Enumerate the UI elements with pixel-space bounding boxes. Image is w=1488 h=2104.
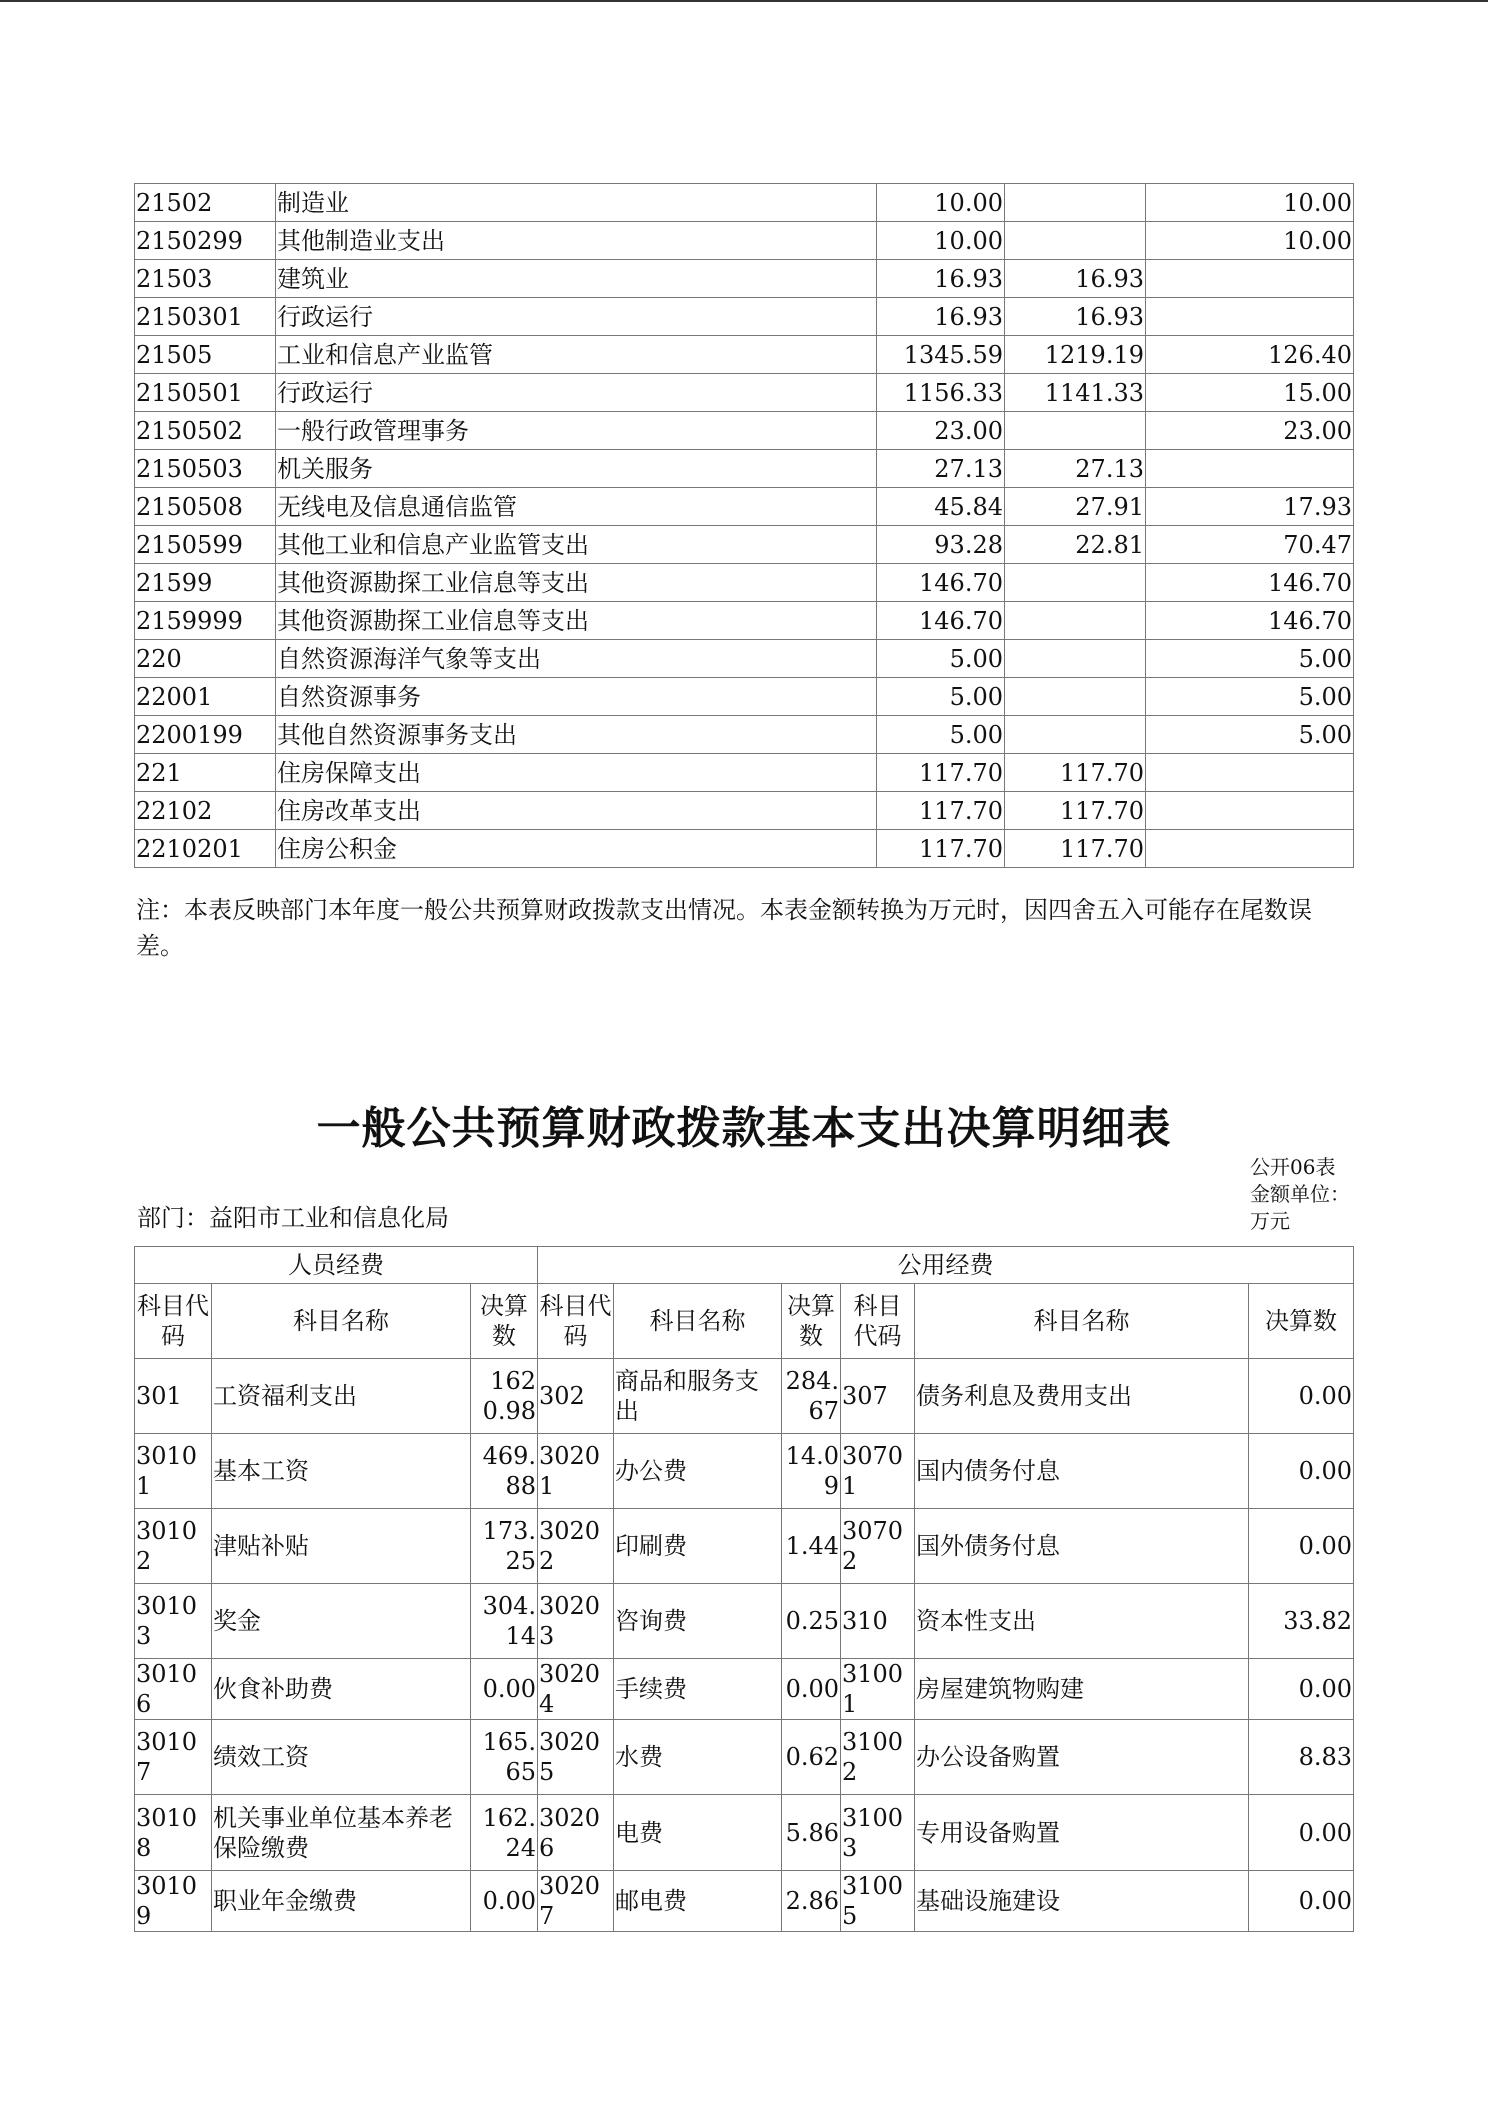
code-cell: 30207 bbox=[538, 1871, 614, 1932]
amount-cell: 0.00 bbox=[1249, 1434, 1354, 1509]
code-cell: 2159999 bbox=[135, 602, 276, 640]
amount-cell: 1620.98 bbox=[471, 1359, 538, 1434]
name-cell: 商品和服务支出 bbox=[614, 1359, 782, 1434]
table-row bbox=[135, 374, 1354, 412]
table-row bbox=[135, 1584, 1354, 1659]
amount-cell: 5.86 bbox=[782, 1795, 841, 1871]
column-header: 科目代码 bbox=[135, 1284, 212, 1359]
column-header: 决算数 bbox=[1249, 1284, 1354, 1359]
code-cell: 301 bbox=[135, 1359, 212, 1434]
table-row bbox=[135, 792, 1354, 830]
code-cell: 21599 bbox=[135, 564, 276, 602]
name-cell: 伙食补助费 bbox=[212, 1659, 471, 1720]
project-cell: 126.40 bbox=[1146, 336, 1354, 374]
name-cell: 其他工业和信息产业监管支出 bbox=[276, 526, 877, 564]
code-cell: 30107 bbox=[135, 1720, 212, 1795]
code-cell: 2150503 bbox=[135, 450, 276, 488]
column-header: 科目代码 bbox=[538, 1284, 614, 1359]
basic-cell bbox=[1005, 678, 1146, 716]
table-row bbox=[135, 260, 1354, 298]
code-cell: 31001 bbox=[841, 1659, 915, 1720]
basic-cell: 117.70 bbox=[1005, 830, 1146, 868]
name-cell: 债务利息及费用支出 bbox=[915, 1359, 1249, 1434]
total-cell: 117.70 bbox=[877, 754, 1005, 792]
basic-cell: 16.93 bbox=[1005, 298, 1146, 336]
amount-cell: 1.44 bbox=[782, 1509, 841, 1584]
amount-cell: 8.83 bbox=[1249, 1720, 1354, 1795]
amount-cell: 304.14 bbox=[471, 1584, 538, 1659]
code-cell: 221 bbox=[135, 754, 276, 792]
amount-unit: 金额单位：万元 bbox=[1250, 1182, 1350, 1233]
column-header-row bbox=[135, 1284, 1354, 1359]
code-cell: 30202 bbox=[538, 1509, 614, 1584]
column-header: 科目名称 bbox=[614, 1284, 782, 1359]
total-cell: 117.70 bbox=[877, 830, 1005, 868]
table-row bbox=[135, 716, 1354, 754]
group-header-personnel: 人员经费 bbox=[135, 1247, 538, 1284]
code-cell: 30206 bbox=[538, 1795, 614, 1871]
amount-cell: 2.86 bbox=[782, 1871, 841, 1932]
name-cell: 邮电费 bbox=[614, 1871, 782, 1932]
column-header: 科目名称 bbox=[915, 1284, 1249, 1359]
code-cell: 21502 bbox=[135, 184, 276, 222]
table-row bbox=[135, 1795, 1354, 1871]
code-cell: 30106 bbox=[135, 1659, 212, 1720]
name-cell: 印刷费 bbox=[614, 1509, 782, 1584]
basic-cell bbox=[1005, 222, 1146, 260]
name-cell: 其他制造业支出 bbox=[276, 222, 877, 260]
column-header: 科目代码 bbox=[841, 1284, 915, 1359]
table-row bbox=[135, 184, 1354, 222]
total-cell: 1156.33 bbox=[877, 374, 1005, 412]
code-cell: 310 bbox=[841, 1584, 915, 1659]
code-cell: 31005 bbox=[841, 1871, 915, 1932]
code-cell: 21505 bbox=[135, 336, 276, 374]
project-cell bbox=[1146, 792, 1354, 830]
total-cell: 23.00 bbox=[877, 412, 1005, 450]
table-row bbox=[135, 450, 1354, 488]
name-cell: 水费 bbox=[614, 1720, 782, 1795]
code-cell: 2210201 bbox=[135, 830, 276, 868]
amount-cell: 0.62 bbox=[782, 1720, 841, 1795]
code-cell: 22102 bbox=[135, 792, 276, 830]
table-row bbox=[135, 412, 1354, 450]
table-row bbox=[135, 678, 1354, 716]
basic-cell bbox=[1005, 564, 1146, 602]
name-cell: 津贴补贴 bbox=[212, 1509, 471, 1584]
name-cell: 其他资源勘探工业信息等支出 bbox=[276, 602, 877, 640]
amount-cell: 0.00 bbox=[471, 1871, 538, 1932]
amount-cell: 284.67 bbox=[782, 1359, 841, 1434]
project-cell bbox=[1146, 298, 1354, 336]
basic-cell bbox=[1005, 412, 1146, 450]
basic-cell: 117.70 bbox=[1005, 792, 1146, 830]
project-cell: 5.00 bbox=[1146, 716, 1354, 754]
table-row bbox=[135, 526, 1354, 564]
name-cell: 机关事业单位基本养老保险缴费 bbox=[212, 1795, 471, 1871]
name-cell: 办公费 bbox=[614, 1434, 782, 1509]
name-cell: 咨询费 bbox=[614, 1584, 782, 1659]
table-note: 注：本表反映部门本年度一般公共预算财政拨款支出情况。本表金额转换为万元时，因四舍五入可能存在尾数误差。 bbox=[136, 896, 1312, 960]
code-cell: 30203 bbox=[538, 1584, 614, 1659]
basic-cell: 1141.33 bbox=[1005, 374, 1146, 412]
total-cell: 93.28 bbox=[877, 526, 1005, 564]
total-cell: 27.13 bbox=[877, 450, 1005, 488]
total-cell: 146.70 bbox=[877, 602, 1005, 640]
table-row bbox=[135, 1720, 1354, 1795]
code-cell: 30204 bbox=[538, 1659, 614, 1720]
name-cell: 行政运行 bbox=[276, 374, 877, 412]
code-cell: 2150299 bbox=[135, 222, 276, 260]
total-cell: 146.70 bbox=[877, 564, 1005, 602]
code-cell: 30102 bbox=[135, 1509, 212, 1584]
code-cell: 30201 bbox=[538, 1434, 614, 1509]
name-cell: 其他自然资源事务支出 bbox=[276, 716, 877, 754]
table-number-and-unit bbox=[1250, 1154, 1350, 1235]
total-cell: 5.00 bbox=[877, 640, 1005, 678]
basic-cell bbox=[1005, 640, 1146, 678]
name-cell: 建筑业 bbox=[276, 260, 877, 298]
name-cell: 基本工资 bbox=[212, 1434, 471, 1509]
project-cell: 23.00 bbox=[1146, 412, 1354, 450]
project-cell bbox=[1146, 830, 1354, 868]
amount-cell: 0.00 bbox=[1249, 1795, 1354, 1871]
table-row bbox=[135, 298, 1354, 336]
basic-cell bbox=[1005, 184, 1146, 222]
project-cell: 146.70 bbox=[1146, 564, 1354, 602]
page-title: 一般公共预算财政拨款基本支出决算明细表 bbox=[316, 1103, 1172, 1154]
name-cell: 基础设施建设 bbox=[915, 1871, 1249, 1932]
amount-cell: 0.00 bbox=[471, 1659, 538, 1720]
table-row bbox=[135, 222, 1354, 260]
table-row bbox=[135, 602, 1354, 640]
name-cell: 机关服务 bbox=[276, 450, 877, 488]
code-cell: 30101 bbox=[135, 1434, 212, 1509]
name-cell: 一般行政管理事务 bbox=[276, 412, 877, 450]
amount-cell: 0.25 bbox=[782, 1584, 841, 1659]
basic-cell: 27.91 bbox=[1005, 488, 1146, 526]
name-cell: 自然资源事务 bbox=[276, 678, 877, 716]
name-cell: 奖金 bbox=[212, 1584, 471, 1659]
code-cell: 21503 bbox=[135, 260, 276, 298]
name-cell: 国外债务付息 bbox=[915, 1509, 1249, 1584]
code-cell: 220 bbox=[135, 640, 276, 678]
table-row bbox=[135, 1659, 1354, 1720]
code-cell: 30205 bbox=[538, 1720, 614, 1795]
total-cell: 5.00 bbox=[877, 678, 1005, 716]
project-cell: 17.93 bbox=[1146, 488, 1354, 526]
name-cell: 住房改革支出 bbox=[276, 792, 877, 830]
column-header: 决算数 bbox=[782, 1284, 841, 1359]
project-cell bbox=[1146, 754, 1354, 792]
basic-cell bbox=[1005, 602, 1146, 640]
code-cell: 307 bbox=[841, 1359, 915, 1434]
total-cell: 5.00 bbox=[877, 716, 1005, 754]
project-cell: 10.00 bbox=[1146, 222, 1354, 260]
project-cell: 70.47 bbox=[1146, 526, 1354, 564]
amount-cell: 0.00 bbox=[782, 1659, 841, 1720]
name-cell: 无线电及信息通信监管 bbox=[276, 488, 877, 526]
project-cell: 5.00 bbox=[1146, 678, 1354, 716]
table-row bbox=[135, 488, 1354, 526]
table-row bbox=[135, 1509, 1354, 1584]
basic-cell bbox=[1005, 716, 1146, 754]
code-cell: 302 bbox=[538, 1359, 614, 1434]
name-cell: 绩效工资 bbox=[212, 1720, 471, 1795]
basic-cell: 16.93 bbox=[1005, 260, 1146, 298]
name-cell: 房屋建筑物购建 bbox=[915, 1659, 1249, 1720]
name-cell: 工资福利支出 bbox=[212, 1359, 471, 1434]
name-cell: 电费 bbox=[614, 1795, 782, 1871]
basic-cell: 1219.19 bbox=[1005, 336, 1146, 374]
code-cell: 30109 bbox=[135, 1871, 212, 1932]
amount-cell: 0.00 bbox=[1249, 1659, 1354, 1720]
amount-cell: 33.82 bbox=[1249, 1584, 1354, 1659]
amount-cell: 0.00 bbox=[1249, 1359, 1354, 1434]
table-row bbox=[135, 1359, 1354, 1434]
total-cell: 10.00 bbox=[877, 184, 1005, 222]
name-cell: 住房公积金 bbox=[276, 830, 877, 868]
total-cell: 1345.59 bbox=[877, 336, 1005, 374]
amount-cell: 14.09 bbox=[782, 1434, 841, 1509]
column-header: 科目名称 bbox=[212, 1284, 471, 1359]
amount-cell: 173.25 bbox=[471, 1509, 538, 1584]
code-cell: 31003 bbox=[841, 1795, 915, 1871]
name-cell: 国内债务付息 bbox=[915, 1434, 1249, 1509]
total-cell: 117.70 bbox=[877, 792, 1005, 830]
code-cell: 2150508 bbox=[135, 488, 276, 526]
total-cell: 45.84 bbox=[877, 488, 1005, 526]
group-header-public: 公用经费 bbox=[538, 1247, 1354, 1284]
name-cell: 住房保障支出 bbox=[276, 754, 877, 792]
amount-cell: 0.00 bbox=[1249, 1509, 1354, 1584]
basic-cell: 22.81 bbox=[1005, 526, 1146, 564]
name-cell: 专用设备购置 bbox=[915, 1795, 1249, 1871]
name-cell: 手续费 bbox=[614, 1659, 782, 1720]
table-row bbox=[135, 336, 1354, 374]
total-cell: 16.93 bbox=[877, 298, 1005, 336]
code-cell: 2150599 bbox=[135, 526, 276, 564]
code-cell: 30108 bbox=[135, 1795, 212, 1871]
basic-cell: 117.70 bbox=[1005, 754, 1146, 792]
project-cell: 146.70 bbox=[1146, 602, 1354, 640]
total-cell: 16.93 bbox=[877, 260, 1005, 298]
code-cell: 2150501 bbox=[135, 374, 276, 412]
name-cell: 自然资源海洋气象等支出 bbox=[276, 640, 877, 678]
table-row bbox=[135, 1434, 1354, 1509]
name-cell: 其他资源勘探工业信息等支出 bbox=[276, 564, 877, 602]
code-cell: 2150502 bbox=[135, 412, 276, 450]
name-cell: 办公设备购置 bbox=[915, 1720, 1249, 1795]
project-cell: 15.00 bbox=[1146, 374, 1354, 412]
department-label: 部门：益阳市工业和信息化局 bbox=[137, 1204, 449, 1232]
name-cell: 行政运行 bbox=[276, 298, 877, 336]
name-cell: 资本性支出 bbox=[915, 1584, 1249, 1659]
project-cell bbox=[1146, 450, 1354, 488]
project-cell: 5.00 bbox=[1146, 640, 1354, 678]
table-number: 公开06表 bbox=[1250, 1155, 1336, 1179]
code-cell: 30701 bbox=[841, 1434, 915, 1509]
basic-expenditure-detail-table bbox=[134, 1246, 1354, 1932]
name-cell: 工业和信息产业监管 bbox=[276, 336, 877, 374]
column-header: 决算数 bbox=[471, 1284, 538, 1359]
table-row bbox=[135, 830, 1354, 868]
code-cell: 30702 bbox=[841, 1509, 915, 1584]
table-row bbox=[135, 1871, 1354, 1932]
total-cell: 10.00 bbox=[877, 222, 1005, 260]
code-cell: 30103 bbox=[135, 1584, 212, 1659]
code-cell: 31002 bbox=[841, 1720, 915, 1795]
project-cell: 10.00 bbox=[1146, 184, 1354, 222]
amount-cell: 165.65 bbox=[471, 1720, 538, 1795]
amount-cell: 162.24 bbox=[471, 1795, 538, 1871]
amount-cell: 469.88 bbox=[471, 1434, 538, 1509]
name-cell: 职业年金缴费 bbox=[212, 1871, 471, 1932]
name-cell: 制造业 bbox=[276, 184, 877, 222]
code-cell: 22001 bbox=[135, 678, 276, 716]
code-cell: 2200199 bbox=[135, 716, 276, 754]
amount-cell: 0.00 bbox=[1249, 1871, 1354, 1932]
expenditure-table bbox=[134, 183, 1354, 868]
project-cell bbox=[1146, 260, 1354, 298]
basic-cell: 27.13 bbox=[1005, 450, 1146, 488]
group-header-row bbox=[135, 1247, 1354, 1284]
table-row bbox=[135, 564, 1354, 602]
code-cell: 2150301 bbox=[135, 298, 276, 336]
table-row bbox=[135, 754, 1354, 792]
table-row bbox=[135, 640, 1354, 678]
